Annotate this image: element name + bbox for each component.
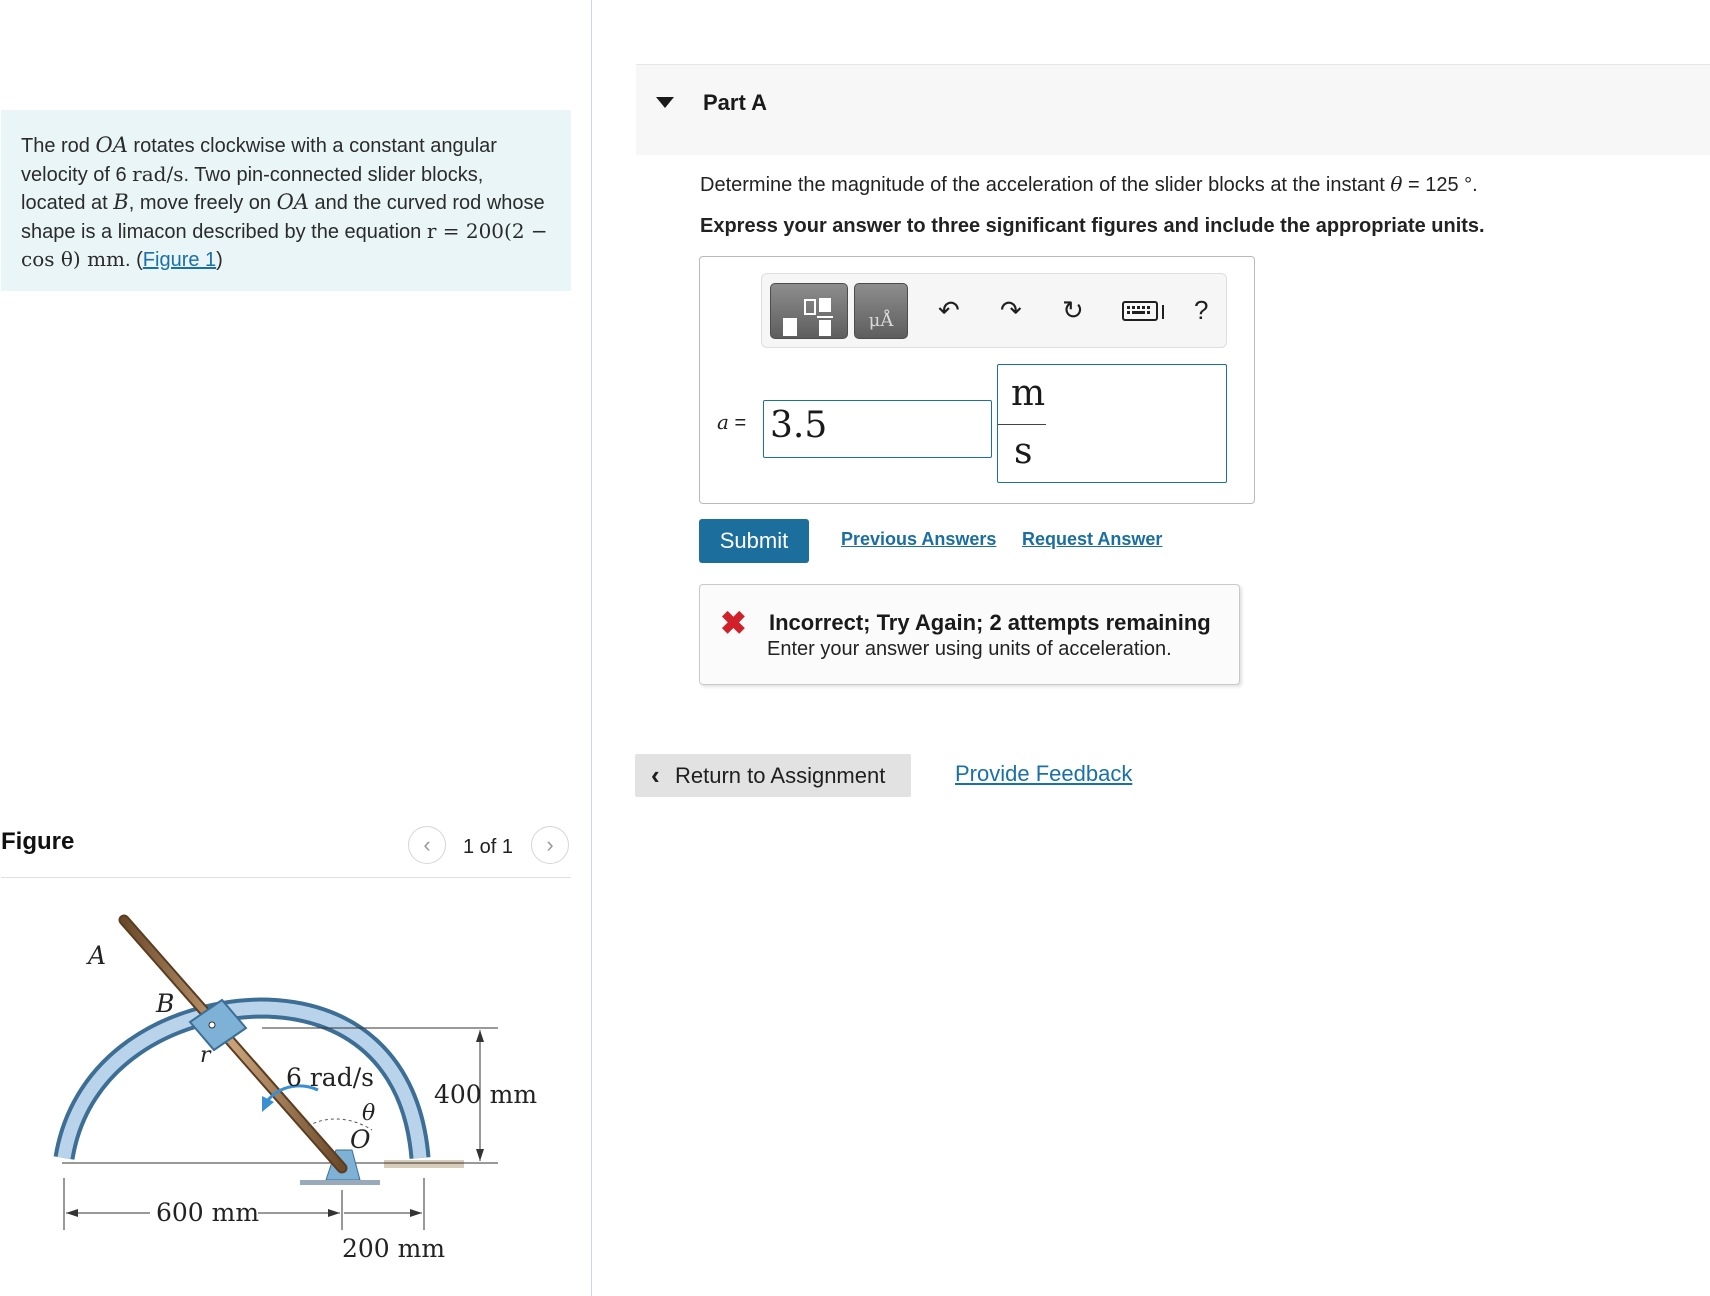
- unit-numerator: m: [1011, 373, 1046, 414]
- answer-eq: =: [728, 412, 747, 434]
- unit-denominator: s: [1014, 431, 1033, 472]
- units-button-label: μÅ: [868, 310, 894, 331]
- problem-text-3: . Two pin-connected slider blocks, located at: [21, 163, 484, 214]
- part-a-header[interactable]: [636, 64, 1710, 155]
- figure-counter: 1 of 1: [463, 836, 514, 858]
- label-r: r: [200, 1043, 211, 1068]
- dim-400-arrow-bottom: [476, 1149, 484, 1161]
- return-label: Return to Assignment: [675, 763, 886, 788]
- math-b: B: [113, 190, 129, 214]
- request-answer-link[interactable]: Request Answer: [1022, 529, 1163, 549]
- caret-down-icon[interactable]: [656, 97, 674, 108]
- math-rads: rad/s: [132, 161, 184, 186]
- chevron-right-icon: ›: [546, 832, 554, 857]
- feedback-box: [699, 584, 1240, 685]
- feedback-message: Enter your answer using units of acceleration.: [767, 638, 1172, 660]
- undo-icon[interactable]: ↶: [938, 295, 960, 325]
- math-oa: OA: [95, 133, 128, 157]
- previous-answers-link[interactable]: Previous Answers: [841, 529, 997, 549]
- dim-600-arrow-left: [66, 1209, 78, 1217]
- figure-title: Figure: [1, 828, 75, 855]
- answer-units-input[interactable]: [997, 364, 1227, 483]
- label-o: O: [350, 1125, 371, 1154]
- ground-right: [384, 1160, 464, 1168]
- dim-400-arrow-top: [476, 1030, 484, 1042]
- label-a: A: [88, 941, 107, 970]
- answer-label: [717, 410, 746, 435]
- part-title: Part A: [703, 90, 767, 115]
- keyboard-icon[interactable]: [1122, 298, 1166, 330]
- problem-text-7: ): [216, 249, 223, 271]
- dim-600-arrow-right: [328, 1209, 340, 1217]
- problem-statement: [1, 110, 571, 291]
- problem-text-5: and the curved rod whose shape is a limacon described by the equation: [21, 192, 545, 243]
- answer-var: a: [717, 410, 729, 434]
- provide-feedback-link[interactable]: Provide Feedback: [955, 761, 1133, 786]
- math-toolbar: [761, 273, 1227, 348]
- question-theta: θ: [1390, 172, 1403, 196]
- label-600mm: 600 mm: [156, 1198, 260, 1227]
- answer-instructions: Express your answer to three significant figures and include the appropriate units.: [700, 215, 1485, 237]
- problem-text-6: . (: [125, 249, 143, 271]
- math-equation: r = 200(2 − cos θ) mm: [21, 218, 548, 271]
- submit-button[interactable]: Submit: [699, 519, 809, 563]
- math-oa-2: OA: [276, 190, 309, 214]
- x-icon: ✖: [720, 605, 747, 641]
- left-panel: [0, 0, 592, 1296]
- figure-diagram: [0, 890, 570, 1270]
- question-post: = 125 °.: [1402, 174, 1478, 196]
- answer-box: [699, 256, 1255, 504]
- unit-fraction-bar: [998, 424, 1046, 425]
- redo-icon[interactable]: ↷: [1000, 295, 1022, 325]
- question-pre: Determine the magnitude of the acceleration of the slider blocks at the instant: [700, 174, 1391, 196]
- feedback-title: Incorrect; Try Again; 2 attempts remaining: [769, 610, 1211, 635]
- problem-text-4: , move freely on: [128, 192, 277, 214]
- figure-next-button[interactable]: [531, 826, 569, 864]
- figure-link[interactable]: Figure 1: [142, 249, 217, 271]
- chevron-left-icon: ‹: [423, 832, 431, 857]
- dim-200-arrow-right: [410, 1209, 422, 1217]
- slider-pin: [209, 1022, 215, 1028]
- label-200mm: 200 mm: [342, 1234, 446, 1263]
- answer-value-input[interactable]: 3.5: [763, 400, 992, 458]
- problem-text-2: rotates clockwise with a constant angular velocity of 6: [21, 135, 497, 186]
- units-button[interactable]: [854, 283, 908, 339]
- templates-button[interactable]: [770, 283, 848, 339]
- chevron-left-icon: ‹: [651, 760, 660, 790]
- pin-base: [300, 1180, 380, 1185]
- help-icon[interactable]: ?: [1194, 295, 1209, 325]
- label-400mm: 400 mm: [434, 1080, 538, 1109]
- label-omega: 6 rad/s: [286, 1063, 374, 1092]
- figure-header: [1, 820, 571, 878]
- problem-text-1: The rod: [21, 135, 96, 157]
- templates-icon: [771, 284, 849, 340]
- label-theta: θ: [362, 1101, 376, 1126]
- label-b: B: [156, 989, 175, 1018]
- reset-icon[interactable]: ↻: [1062, 295, 1084, 325]
- figure-prev-button[interactable]: [408, 826, 446, 864]
- return-to-assignment-button[interactable]: [635, 754, 911, 797]
- question-text: [700, 172, 1478, 197]
